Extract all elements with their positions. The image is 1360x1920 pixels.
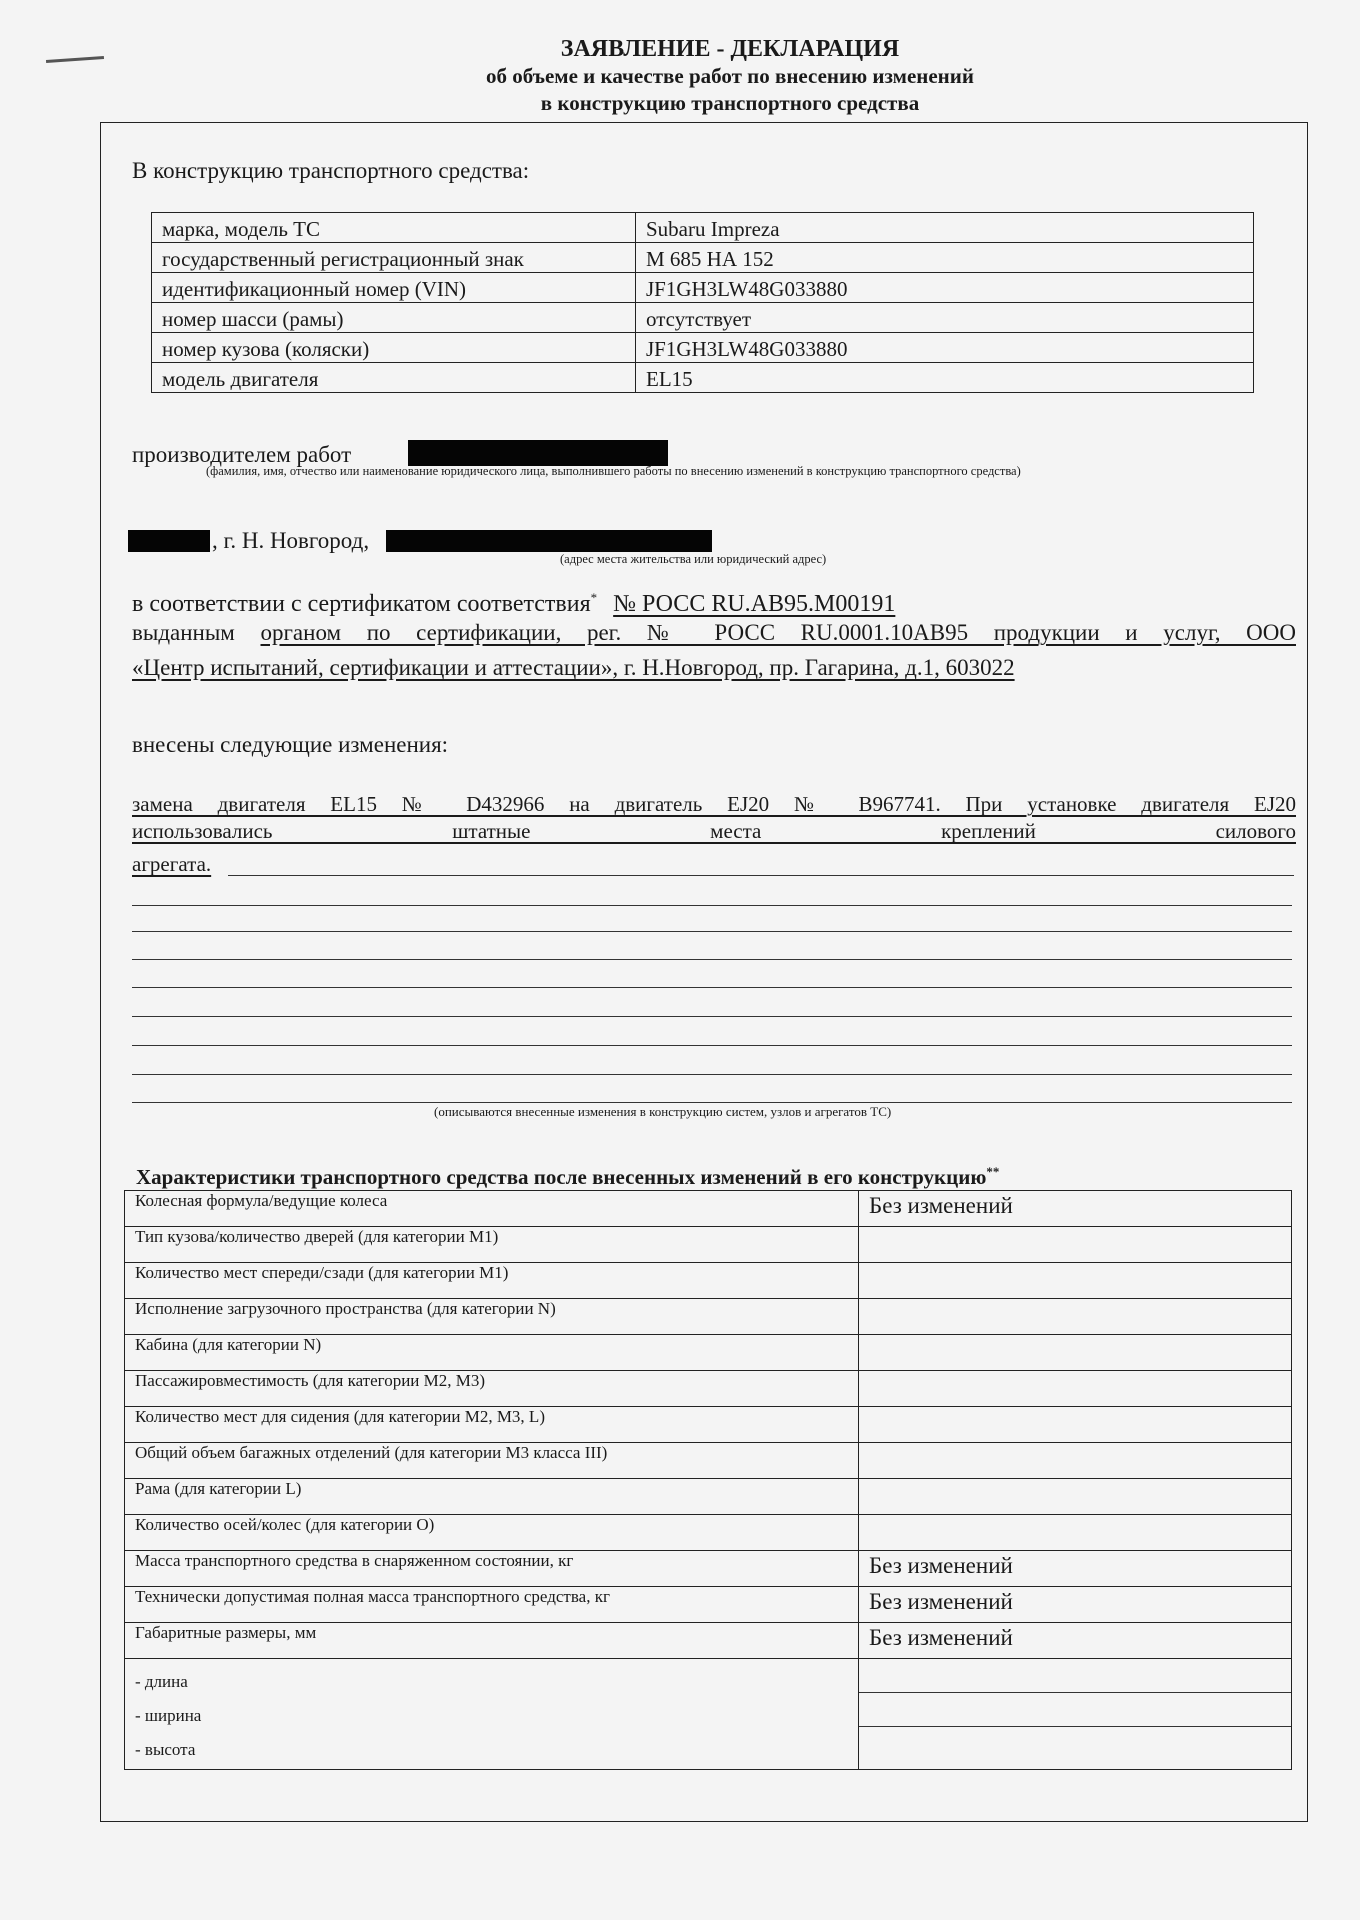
characteristic-value — [859, 1407, 1292, 1443]
changes-line2 — [132, 819, 1296, 844]
characteristic-value — [859, 1515, 1292, 1551]
vehicle-field-value: Subaru Impreza — [636, 213, 1254, 243]
characteristics-table — [124, 1190, 1292, 1770]
redaction-address — [386, 530, 712, 552]
table-row — [125, 1191, 1292, 1227]
dimensions-values — [859, 1659, 1292, 1770]
vehicle-field-label: номер шасси (рамы) — [152, 303, 636, 333]
dimensions-labels — [125, 1659, 859, 1770]
table-row — [125, 1443, 1292, 1479]
blank-line — [132, 987, 1292, 988]
blank-line — [132, 959, 1292, 960]
characteristic-value — [859, 1371, 1292, 1407]
vehicle-field-value: отсутствует — [636, 303, 1254, 333]
characteristic-value — [859, 1443, 1292, 1479]
characteristic-label: Колесная формула/ведущие колеса — [125, 1191, 859, 1227]
table-row — [125, 1587, 1292, 1623]
document-title: ЗАЯВЛЕНИЕ - ДЕКЛАРАЦИЯ — [560, 36, 900, 62]
table-row — [125, 1407, 1292, 1443]
table-row — [125, 1623, 1292, 1659]
table-row — [152, 303, 1254, 333]
dimension-length-value — [859, 1659, 1291, 1693]
characteristic-value — [859, 1299, 1292, 1335]
characteristic-label: Количество осей/колес (для категории О) — [125, 1515, 859, 1551]
vehicle-field-label: государственный регистрационный знак — [152, 243, 636, 273]
characteristic-label: Габаритные размеры, мм — [125, 1623, 859, 1659]
document-subtitle-1: об объеме и качестве работ по внесению изменений — [486, 64, 974, 88]
certificate-number: № РОСС RU.АВ95.М00191 — [613, 591, 896, 617]
table-row — [152, 273, 1254, 303]
characteristic-value — [859, 1263, 1292, 1299]
changes-line2-text: использовались штатные места креплений силового — [132, 819, 1296, 843]
vehicle-table — [151, 212, 1254, 393]
certificate-line — [132, 590, 895, 618]
table-row — [125, 1515, 1292, 1551]
blank-line — [132, 1016, 1292, 1017]
changes-line3: агрегата. — [132, 852, 212, 876]
characteristic-label: Исполнение загрузочного пространства (для категории N) — [125, 1299, 859, 1335]
issued-text-1: органом по сертификации, рег. № РОСС RU.0001.10АВ95 продукции и услуг, ООО — [260, 620, 1296, 645]
document-header — [0, 36, 1360, 117]
vehicle-field-value: М 685 НА 152 — [636, 243, 1254, 273]
characteristic-label: Кабина (для категории N) — [125, 1335, 859, 1371]
table-row — [152, 363, 1254, 393]
certificate-issued-line1 — [132, 620, 1296, 646]
changes-line1: замена двигателя EL15 № D432966 на двигатель EJ20 № B967741. При установке двигателя EJ20 — [132, 792, 1296, 816]
redaction-producer — [408, 440, 668, 466]
table-row — [125, 1479, 1292, 1515]
vehicle-field-label: идентификационный номер (VIN) — [152, 273, 636, 303]
characteristics-heading-mark: ** — [986, 1164, 1000, 1179]
vehicle-field-value: EL15 — [636, 363, 1254, 393]
characteristics-heading — [136, 1164, 999, 1190]
characteristic-label: Количество мест для сидения (для категории М2, М3, L) — [125, 1407, 859, 1443]
issued-label: выданным — [132, 620, 235, 645]
dimension-height-value — [859, 1727, 1291, 1761]
vehicle-field-value: JF1GH3LW48G033880 — [636, 273, 1254, 303]
document-subtitle-2: в конструкцию транспортного средства — [540, 91, 920, 115]
table-row — [125, 1551, 1292, 1587]
table-row — [125, 1263, 1292, 1299]
table-row — [125, 1371, 1292, 1407]
characteristics-heading-text: Характеристики транспортного средства после внесенных изменений в его конструкцию — [136, 1165, 987, 1189]
certificate-mark: * — [590, 590, 598, 605]
characteristic-label: Рама (для категории L) — [125, 1479, 859, 1515]
vehicle-field-label: номер кузова (коляски) — [152, 333, 636, 363]
vehicle-field-label: модель двигателя — [152, 363, 636, 393]
characteristic-value: Без изменений — [859, 1623, 1292, 1659]
table-row — [152, 213, 1254, 243]
characteristic-label: Пассажировместимость (для категории М2, М3) — [125, 1371, 859, 1407]
table-row — [152, 243, 1254, 273]
characteristic-value: Без изменений — [859, 1551, 1292, 1587]
dimension-width: - ширина — [135, 1706, 202, 1725]
table-row — [152, 333, 1254, 363]
blank-line — [228, 875, 1294, 876]
characteristic-label: Тип кузова/количество дверей (для категории М1) — [125, 1227, 859, 1263]
characteristic-label: Общий объем багажных отделений (для категории М3 класса III) — [125, 1443, 859, 1479]
redaction-address-prefix — [128, 530, 210, 552]
characteristic-label: Количество мест спереди/сзади (для категории М1) — [125, 1263, 859, 1299]
dimension-height: - высота — [135, 1740, 196, 1759]
changes-caption: (описываются внесенные изменения в конструкцию систем, узлов и агрегатов ТС) — [434, 1104, 892, 1119]
blank-line — [132, 1074, 1292, 1075]
certificate-issued-line2: «Центр испытаний, сертификации и аттестации», г. Н.Новгород, пр. Гагарина, д.1, 603022 — [132, 655, 1015, 680]
address-caption: (адрес места жительства или юридический адрес) — [560, 552, 827, 566]
characteristic-value — [859, 1227, 1292, 1263]
producer-caption: (фамилия, имя, отчество или наименование юридического лица, выполнившего работы по внесению изменений в конструкцию транспортного средства) — [206, 464, 1021, 478]
table-row — [125, 1299, 1292, 1335]
blank-line — [132, 905, 1292, 906]
table-row — [125, 1227, 1292, 1263]
certificate-prefix: в соответствии с сертификатом соответствия — [132, 591, 591, 617]
characteristic-value: Без изменений — [859, 1191, 1292, 1227]
blank-line — [132, 1045, 1292, 1046]
characteristic-value — [859, 1479, 1292, 1515]
blank-line — [132, 931, 1292, 932]
address-city: , г. Н. Новгород, — [212, 528, 370, 553]
table-row-dimensions — [125, 1659, 1292, 1770]
dimension-width-value — [859, 1693, 1291, 1727]
characteristic-label: Технически допустимая полная масса транспортного средства, кг — [125, 1587, 859, 1623]
characteristic-label: Масса транспортного средства в снаряженном состоянии, кг — [125, 1551, 859, 1587]
table-row — [125, 1335, 1292, 1371]
dimension-length: - длина — [135, 1672, 188, 1691]
vehicle-intro: В конструкцию транспортного средства: — [132, 158, 530, 183]
characteristic-value: Без изменений — [859, 1587, 1292, 1623]
characteristic-value — [859, 1335, 1292, 1371]
changes-heading: внесены следующие изменения: — [132, 732, 449, 757]
producer-label: производителем работ — [132, 442, 352, 467]
vehicle-field-value: JF1GH3LW48G033880 — [636, 333, 1254, 363]
vehicle-field-label: марка, модель ТС — [152, 213, 636, 243]
